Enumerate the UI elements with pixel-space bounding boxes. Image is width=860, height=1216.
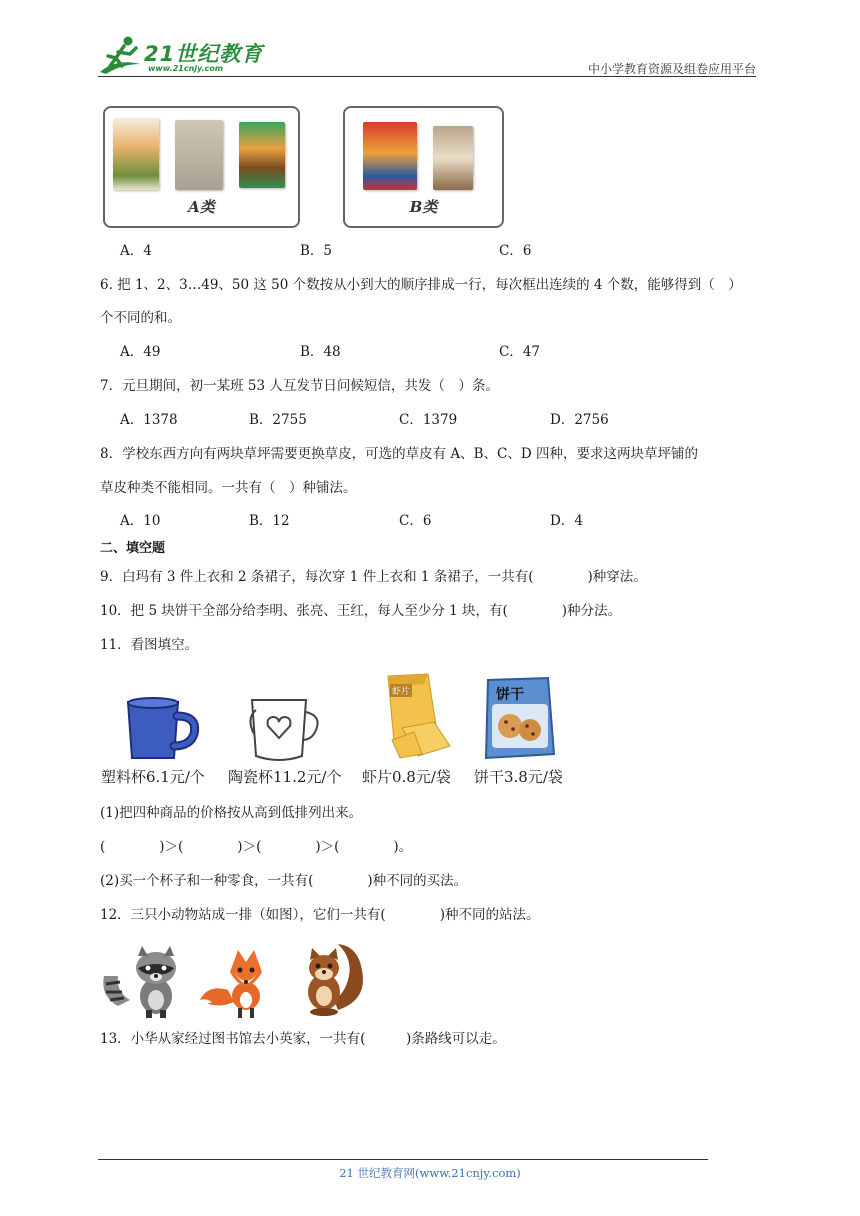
q6-option-a: A．49 <box>120 344 161 360</box>
cookie-bag-label: 饼干 <box>496 687 524 703</box>
price-caption: 塑料杯6.1元/个 <box>101 768 205 786</box>
ceramic-cup-icon <box>244 694 324 766</box>
cookie-bag-icon <box>482 676 558 760</box>
runner-logo-icon <box>96 34 146 76</box>
q12-text: 12．三只小动物站成一排（如图），它们一共有( )种不同的站法。 <box>100 907 540 923</box>
q8-option-d: D．4 <box>550 513 583 529</box>
book-cover <box>363 122 417 190</box>
shrimp-chips-icon <box>384 670 454 762</box>
plastic-cup-icon <box>122 694 202 764</box>
fox-icon <box>198 946 282 1018</box>
q6-text-line2: 个不同的和。 <box>100 310 181 326</box>
q8-option-a: A．10 <box>120 513 161 529</box>
q7-option-a: A．1378 <box>120 412 178 428</box>
q7-option-c: C．1379 <box>399 412 458 428</box>
section-heading: 二、填空题 <box>100 541 166 556</box>
book-cover <box>175 120 223 190</box>
q5-option-c: C．6 <box>499 243 532 259</box>
footer-divider <box>98 1159 708 1160</box>
q9-text: 9．白玛有 3 件上衣和 2 条裙子，每次穿 1 件上衣和 1 条裙子，一共有( )种穿法。 <box>100 569 647 585</box>
q7-option-d: D．2756 <box>550 412 609 428</box>
q8-option-b: B．12 <box>249 513 290 529</box>
price-caption: 陶瓷杯11.2元/个 <box>228 768 342 786</box>
raccoon-icon <box>100 946 184 1018</box>
q7-text: 7．元旦期间，初一某班 53 人互发节日问候短信，共发（ ）条。 <box>100 378 499 394</box>
q5-option-a: A．4 <box>120 243 152 259</box>
logo-text: 21世纪教育 <box>144 42 264 66</box>
price-caption: 虾片0.8元/袋 <box>362 768 451 786</box>
q11-title: 11．看图填空。 <box>100 637 199 653</box>
q5-option-b: B．5 <box>300 243 333 259</box>
q8-text-line2: 草皮种类不能相同。一共有（ ）种铺法。 <box>100 480 357 496</box>
q6-option-c: C．47 <box>499 344 541 360</box>
book-cover <box>433 126 473 190</box>
q11-sub2: (2)买一个杯子和一种零食，一共有( )种不同的买法。 <box>100 873 468 889</box>
header-divider <box>98 76 756 77</box>
platform-name: 中小学教育资源及组卷应用平台 <box>587 62 756 76</box>
header-logo <box>96 34 266 76</box>
box-label-a: A类 <box>188 198 215 216</box>
q7-option-b: B．2755 <box>249 412 307 428</box>
chips-bag-label: 虾片 <box>390 684 412 697</box>
book-box-a <box>103 106 300 228</box>
q13-text: 13．小华从家经过图书馆去小英家，一共有( )条路线可以走。 <box>100 1031 506 1047</box>
q10-text: 10．把 5 块饼干全部分给李明、张亮、王红，每人至少分 1 块，有( )种分法。 <box>100 603 622 619</box>
q8-text-line1: 8．学校东西方向有两块草坪需要更换草皮，可选的草皮有 A、B、C、D 四种，要求这两块草坪铺的 <box>100 446 698 462</box>
q8-option-c: C．6 <box>399 513 432 529</box>
price-caption: 饼干3.8元/袋 <box>474 768 563 786</box>
footer-link[interactable]: 21 世纪教育网(www.21cnjy.com) <box>339 1166 521 1180</box>
squirrel-icon <box>298 940 368 1016</box>
q6-option-b: B．48 <box>300 344 341 360</box>
book-cover <box>113 118 159 190</box>
book-cover <box>239 122 285 188</box>
q11-sub1-blanks: ( )＞( )＞( )＞( )。 <box>100 839 413 855</box>
box-label-b: B类 <box>409 198 438 216</box>
logo-url: www.21cnjy.com <box>148 64 224 73</box>
q6-text-line1: 6. 把 1、2、3…49、50 这 50 个数按从小到大的顺序排成一行，每次框出连续的 4 个数，能够得到（ ） <box>100 277 742 293</box>
book-box-b <box>343 106 504 228</box>
q11-sub1: (1)把四种商品的价格按从高到低排列出来。 <box>100 805 363 821</box>
